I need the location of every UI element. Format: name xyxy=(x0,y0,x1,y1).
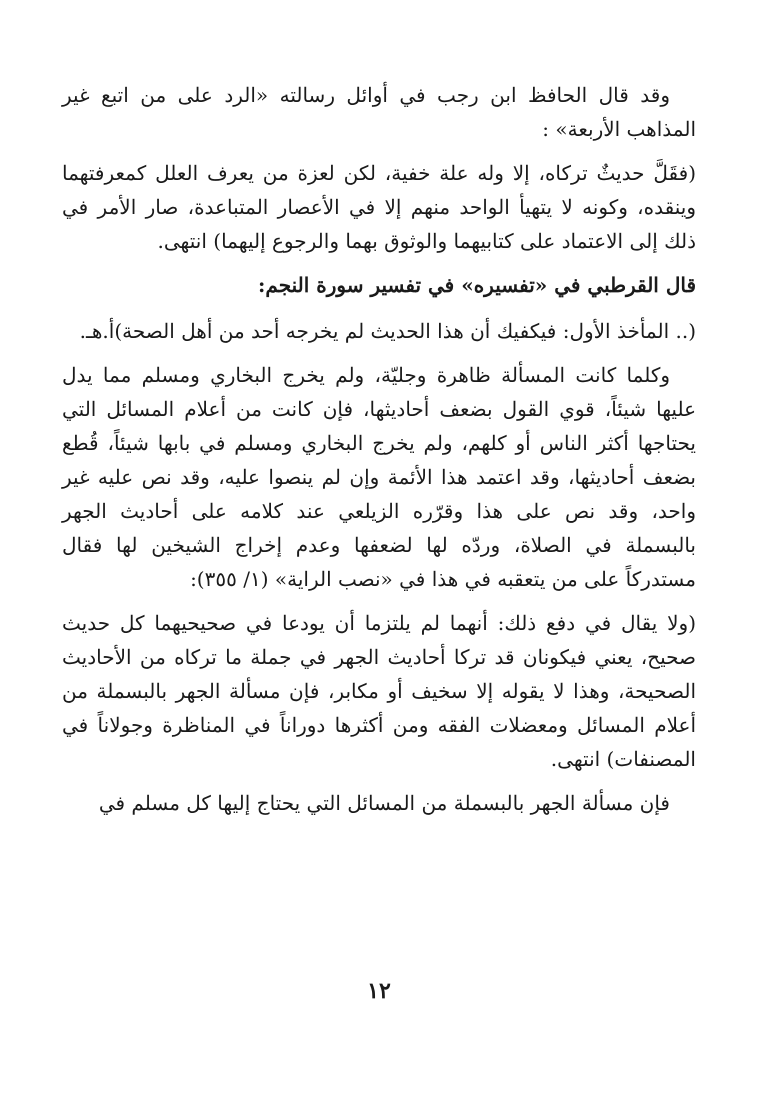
paragraph-ibn-rajab-quote: (فقَلَّ حديثٌ تركاه، إلا وله علة خفية، لكن لعزة من يعرف العلل كمعرفتهما وينقده، وكونه لا يتهيأ الواحد منهم إلا في الأعصار المتباعدة، صار الأمر في ذلك إلى الاعتماد على كتابيهما والوثوق بهما والرجوع إليهما) انتهى. xyxy=(62,161,696,253)
heading-qurtubi: قال القرطبي في «تفسيره» في تفسير سورة النجم: xyxy=(258,273,696,297)
page-body xyxy=(62,78,696,830)
paragraph-ibn-rajab-intro: وقد قال الحافظ ابن رجب في أوائل رسالته «الرد على من اتبع غير المذاهب الأربعة» : xyxy=(62,83,696,141)
page-number: ١٢ xyxy=(367,978,391,1004)
paragraph-zaylai-quote: (ولا يقال في دفع ذلك: أنهما لم يلتزما أن يودعا في صحيحيهما كل حديث صحيح، يعني فيكونان قد تركا أحاديث الجهر في جملة ما تركاه من الأحاديث الصحيحة، وهذا لا يقوله إلا سخيف أو مكابر، فإن مسألة الجهر بالبسملة من أعلام المسائل ومعضلات الفقه ومن أكثرها دوراناً في المناظرة وجولاناً في المصنفات) انتهى. xyxy=(62,611,696,771)
paragraph-qurtubi-quote: (.. المأخذ الأول: فيكفيك أن هذا الحديث لم يخرجه أحد من أهل الصحة)أ.هـ. xyxy=(79,319,696,343)
paragraph-main-discussion: وكلما كانت المسألة ظاهرة وجليّة، ولم يخرج البخاري ومسلم مما يدل عليها شيئاً، قوي القول بضعف أحاديثها، فإن كانت من أعلام المسائل التي يحتاجها أكثر الناس أو كلهم، ولم يخرج البخاري ومسلم في بابها شيئاً، قُطع بضعف أحاديثها، وقد اعتمد هذا الأئمة وإن لم ينصوا عليه، وقد نص عليه غير واحد، وقد نص على هذا وقرّره الزيلعي عند كلامه على أحاديث الجهر بالبسملة في الصلاة، وردّه لها لضعفها وعدم إخراج الشيخين لها فقال مستدركاً على من يتعقبه في هذا في «نصب الراية» (١/ ٣٥٥): xyxy=(62,363,696,591)
paragraph-continuation: فإن مسألة الجهر بالبسملة من المسائل التي يحتاج إليها كل مسلم في xyxy=(98,791,670,815)
